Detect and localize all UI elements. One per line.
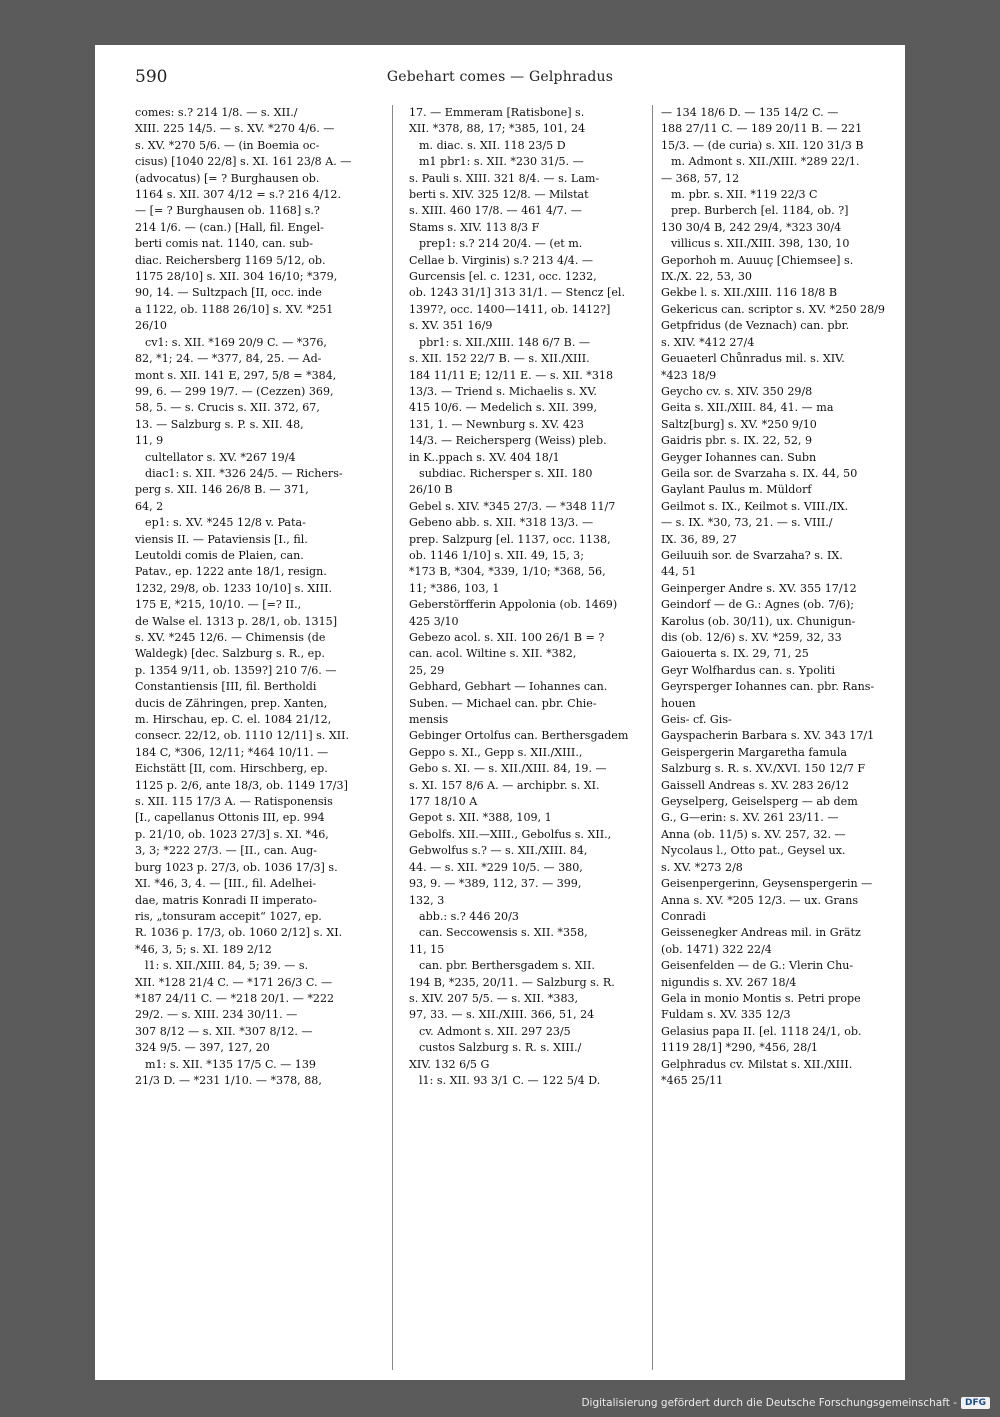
entry-line: — 134 18/6 D. — 135 14/2 C. — [661,106,839,119]
entry-line: — [= ? Burghausen ob. 1168] s.? [135,204,320,218]
entry-line: 1119 28/1] *290, *456, 28/1 [661,1041,818,1055]
entry-line: Saltz[burg] s. XV. *250 9/10 [661,417,817,431]
entry-line: Geyrsperger Iohannes can. pbr. Rans- [661,680,875,694]
entry-line: XIV. 132 6/5 G [409,1057,490,1071]
entry-line: p. 1354 9/11, ob. 1359?] 210 7/6. — [135,663,337,677]
entry-line: custos Salzburg s. R. s. XIII./ [419,1041,582,1055]
entry-line: 307 8/12 — s. XII. *307 8/12. — [135,1024,313,1038]
entry-line: Gelasius papa II. [el. 1118 24/1, ob. [661,1024,862,1038]
entry-line: comes: s.? 214 1/8. — s. XII./ [135,106,298,119]
entry-line: can. pbr. Berthersgadem s. XII. [419,959,595,973]
entry-line: viensis II. — Pataviensis [I., fil. [135,532,308,546]
entry-line: 132, 3 [409,893,445,907]
entry-line: dae, matris Konradi II imperato- [135,893,317,907]
entry-line: 26/10 [135,319,167,333]
entry-line: de Walse el. 1313 p. 28/1, ob. 1315] [135,614,338,628]
entry-line: Salzburg s. R. s. XV./XVI. 150 12/7 F [661,762,866,776]
entry-line: s. XIV. *412 27/4 [661,335,755,349]
entry-line: Gaylant Paulus m. Müldorf [661,483,812,497]
entry-line: Geporhoh m. Auuuç [Chiemsee] s. [661,253,854,267]
entry-line: Geiluuih sor. de Svarzaha? s. IX. [661,548,843,562]
entry-line: ob. 1146 1/10] s. XII. 49, 15, 3; [409,548,584,562]
entry-line: Geinperger Andre s. XV. 355 17/12 [661,581,857,595]
entry-line: 58, 5. — s. Crucis s. XII. 372, 67, [135,401,320,415]
entry-line: prep. Burberch [el. 1184, ob. ?] [671,204,849,218]
entry-line: ep1: s. XV. *245 12/8 v. Pata- [145,516,306,530]
entry-line: Cellae b. Virginis) s.? 213 4/4. — [409,253,593,267]
entry-line: 415 10/6. — Medelich s. XII. 399, [409,401,598,415]
entry-line: burg 1023 p. 27/3, ob. 1036 17/3] s. [135,860,338,874]
entry-line: Conradi [661,909,706,923]
entry-line: Waldegk) [dec. Salzburg s. R., ep. [135,647,325,661]
page-number: 590 [135,67,168,87]
entry-line: Gebel s. XIV. *345 27/3. — *348 11/7 [409,499,616,513]
entry-line: *465 25/11 [661,1073,724,1087]
entry-line: Geyselperg, Geiselsperg — ab dem [661,795,858,809]
entry-line: Gebwolfus s.? — s. XII./XIII. 84, [409,844,588,858]
entry-line: Geppo s. XI., Gepp s. XII./XIII., [409,745,583,759]
entry-line: 184 11/11 E; 12/11 E. — s. XII. *318 [409,368,614,382]
entry-line: Geycho cv. s. XIV. 350 29/8 [661,384,813,398]
entry-line: Geindorf — de G.: Agnes (ob. 7/6); [661,598,855,612]
entry-line: cv. Admont s. XII. 297 23/5 [419,1024,571,1038]
entry-line: l1: s. XII./XIII. 84, 5; 39. — s. [145,959,309,973]
entry-line: berti s. XIV. 325 12/8. — Milstat [409,188,589,202]
entry-line: Geberstörfferin Appolonia (ob. 1469) [409,598,618,612]
entry-line: Suben. — Michael can. pbr. Chie- [409,696,597,710]
entry-line: houen [661,696,696,710]
entry-line: 131, 1. — Newnburg s. XV. 423 [409,417,584,431]
entry-line: Geissenegker Andreas mil. in Grätz [661,926,861,940]
entry-line: Geis- cf. Gis- [661,713,732,727]
entry-line: s. XII. 152 22/7 B. — s. XII./XIII. [409,352,590,366]
entry-line: Gurcensis [el. c. 1231, occ. 1232, [409,270,597,284]
funding-footer [581,1395,990,1411]
entry-line: Gebeno abb. s. XII. *318 13/3. — [409,516,594,530]
entry-line: Geispergerin Margaretha famula [661,745,847,759]
entry-line: a 1122, ob. 1188 26/10] s. XV. *251 [135,302,334,316]
entry-line: *423 18/9 [661,368,717,382]
entry-line: 29/2. — s. XIII. 234 30/11. — [135,1008,298,1022]
entry-line: IX./X. 22, 53, 30 [661,270,752,284]
entry-line: 21/3 D. — *231 1/10. — *378, 88, [135,1073,322,1087]
entry-line: Gaissell Andreas s. XV. 283 26/12 [661,778,849,792]
entry-line: Geisenpergerinn, Geysenspergerin — [661,877,873,891]
entry-line: *173 B, *304, *339, 1/10; *368, 56, [409,565,606,579]
entry-line: XIII. 225 14/5. — s. XV. *270 4/6. — [135,122,335,136]
entry-line: 1125 p. 2/6, ante 18/3, ob. 1149 17/3] [135,778,348,792]
entry-line: perg s. XII. 146 26/8 B. — 371, [135,483,309,497]
entry-line: Gebo s. XI. — s. XII./XIII. 84, 19. — [409,762,607,776]
entry-line: Geisenfelden — de G.: Vlerin Chu- [661,959,854,973]
entry-line: p. 21/10, ob. 1023 27/3] s. XI. *46, [135,827,329,841]
entry-line: Gekbe l. s. XII./XIII. 116 18/8 B [661,286,838,300]
running-head: Gebehart comes — Gelphradus [386,69,614,85]
entry-line: 14/3. — Reichersperg (Weiss) pleb. [409,434,607,448]
entry-line: diac1: s. XII. *326 24/5. — Richers- [145,466,343,480]
column-right [661,105,897,1370]
entry-line: 194 B, *235, 20/11. — Salzburg s. R. [409,975,615,989]
entry-line: s. Pauli s. XIII. 321 8/4. — s. Lam- [409,171,600,185]
entry-line: Constantiensis [III, fil. Bertholdi [135,680,317,694]
entry-line: m1: s. XII. *135 17/5 C. — 139 [145,1057,316,1071]
entry-line: (ob. 1471) 322 22/4 [661,942,772,956]
entry-line: l1: s. XII. 93 3/1 C. — 122 5/4 D. [419,1073,601,1087]
entry-line: nigundis s. XV. 267 18/4 [661,975,797,989]
entry-line: Karolus (ob. 30/11), ux. Chunigun- [661,614,856,628]
entry-line: can. Seccowensis s. XII. *358, [419,926,588,940]
entry-line: Stams s. XIV. 113 8/3 F [409,220,540,234]
entry-line: Gebinger Ortolfus can. Berthersgadem [409,729,629,743]
entry-line: cultellator s. XV. *267 19/4 [145,450,296,464]
entry-line: G., G—erin: s. XV. 261 23/11. — [661,811,839,825]
entry-line: s. XV. *270 5/6. — (in Boemia oc- [135,138,320,152]
entry-line: 214 1/6. — (can.) [Hall, fil. Engel- [135,220,324,234]
entry-line: m1 pbr1: s. XII. *230 31/5. — [419,155,584,169]
entry-line: Gebolfs. XII.—XIII., Gebolfus s. XII., [409,827,612,841]
entry-line: 1232, 29/8, ob. 1233 10/10] s. XIII. [135,581,332,595]
entry-line: abb.: s.? 446 20/3 [419,909,519,923]
entry-line: Geyger Iohannes can. Subn [661,450,817,464]
entry-line: diac. Reichersberg 1169 5/12, ob. [135,253,326,267]
entry-line: Leutoldi comis de Plaien, can. [135,548,304,562]
entry-line: s. XV. 351 16/9 [409,319,493,333]
entry-line: 425 3/10 [409,614,459,628]
entry-line: cv1: s. XII. *169 20/9 C. — *376, [145,335,327,349]
entry-line: Geila sor. de Svarzaha s. IX. 44, 50 [661,466,858,480]
entry-line: consecr. 22/12, ob. 1110 12/11] s. XII. [135,729,350,743]
entry-line: Gaidris pbr. s. IX. 22, 52, 9 [661,434,813,448]
entry-line: 11, 15 [409,942,445,956]
entry-line: Geuaeterl Chůnradus mil. s. XIV. [661,352,845,366]
entry-line: Anna s. XV. *205 12/3. — ux. Grans [661,893,859,907]
entry-line: R. 1036 p. 17/3, ob. 1060 2/12] s. XI. [135,926,343,940]
column-middle [409,105,653,1370]
entry-line: 25, 29 [409,663,445,677]
entry-line: 97, 33. — s. XII./XIII. 366, 51, 24 [409,1008,595,1022]
funding-notice: Digitalisierung gefördert durch die Deutsche Forschungsgemeinschaft - [581,1397,957,1409]
document-page [95,45,905,1380]
entry-line: Gayspacherin Barbara s. XV. 343 17/1 [661,729,875,743]
entry-line: berti comis nat. 1140, can. sub- [135,237,313,251]
entry-line: in K..ppach s. XV. 404 18/1 [409,450,560,464]
entry-line: s. XV. *245 12/6. — Chimensis (de [135,631,326,644]
entry-line: Gebhard, Gebhart — Iohannes can. [409,680,608,694]
entry-line: 188 27/11 C. — 189 20/11 B. — 221 [661,122,863,136]
entry-line: mensis [409,713,449,727]
entry-line: Gelphradus cv. Milstat s. XII./XIII. [661,1057,853,1071]
entry-line: 82, *1; 24. — *377, 84, 25. — Ad- [135,352,322,366]
entry-line: ob. 1243 31/1] 313 31/1. — Stencz [el. [409,286,625,300]
entry-line: 11, 9 [135,434,164,448]
entry-line: mont s. XII. 141 E, 297, 5/8 = *384, [135,368,337,382]
entry-line: XI. *46, 3, 4. — [III., fil. Adelhei- [135,877,317,891]
entry-line: m. Hirschau, ep. C. el. 1084 21/12, [135,713,332,727]
entry-line: prep. Salzpurg [el. 1137, occ. 1138, [409,532,611,546]
entry-line: 44. — s. XII. *229 10/5. — 380, [409,860,583,874]
entry-line: m. pbr. s. XII. *119 22/3 C [671,188,818,202]
entry-line: 90, 14. — Sultzpach [II, occ. inde [135,286,322,300]
entry-line: can. acol. Wiltine s. XII. *382, [409,647,577,661]
entry-line: 11; *386, 103, 1 [409,581,500,595]
entry-line: m. Admont s. XII./XIII. *289 22/1. [671,155,860,169]
entry-line: villicus s. XII./XIII. 398, 130, 10 [671,237,850,251]
entry-line: s. XIV. 207 5/5. — s. XII. *383, [409,991,579,1005]
entry-line: 26/10 B [409,483,453,497]
entry-line: 130 30/4 B, 242 29/4, *323 30/4 [661,220,842,234]
entry-line: 99, 6. — 299 19/7. — (Cezzen) 369, [135,384,334,398]
entry-line: ducis de Zähringen, prep. Xanten, [135,696,328,710]
entry-line: subdiac. Richersper s. XII. 180 [419,466,593,480]
entry-line: s. XI. 157 8/6 A. — archipbr. s. XI. [409,778,600,792]
entry-line: Geita s. XII./XIII. 84, 41. — ma [661,401,834,415]
entry-line: 1164 s. XII. 307 4/12 = s.? 216 4/12. [135,188,342,202]
entry-line: Gepot s. XII. *388, 109, 1 [409,811,552,825]
entry-line: XII. *128 21/4 C. — *171 26/3 C. — [135,975,333,989]
entry-line: Gekericus can. scriptor s. XV. *250 28/9 [661,302,885,316]
entry-line: — 368, 57, 12 [661,171,740,185]
entry-line: Gaiouerta s. IX. 29, 71, 25 [661,647,809,661]
entry-line: [I., capellanus Ottonis III, ep. 994 [135,811,325,825]
entry-line: *187 24/11 C. — *218 20/1. — *222 [135,991,335,1005]
entry-line: *46, 3, 5; s. XI. 189 2/12 [135,942,272,956]
entry-line: 1397?, occ. 1400—1411, ob. 1412?] [409,302,611,316]
entry-line: 175 E, *215, 10/10. — [=? II., [135,598,302,612]
entry-line: 44, 51 [661,565,697,579]
entry-line: — s. IX. *30, 73, 21. — s. VIII./ [661,516,833,530]
entry-line: IX. 36, 89, 27 [661,532,737,546]
entry-line: Patav., ep. 1222 ante 18/1, resign. [135,565,327,579]
entry-line: ris, „tonsuram accepit“ 1027, ep. [135,909,322,923]
entry-line: Fuldam s. XV. 335 12/3 [661,1008,791,1022]
entry-line: 64, 2 [135,499,164,513]
entry-line: Getpfridus (de Veznach) can. pbr. [661,319,850,333]
column-left [135,105,393,1370]
entry-line: 13. — Salzburg s. P. s. XII. 48, [135,417,304,431]
entry-line: Geyr Wolfhardus can. s. Ypoliti [661,663,836,677]
entry-line: Gebezo acol. s. XII. 100 26/1 B = ? [409,631,605,644]
entry-line: 15/3. — (de curia) s. XII. 120 31/3 B [661,138,864,152]
entry-line: Anna (ob. 11/5) s. XV. 257, 32. — [661,827,846,841]
entry-line: Gela in monio Montis s. Petri prope [661,991,861,1005]
entry-line: 177 18/10 A [409,795,478,809]
entry-line: m. diac. s. XII. 118 23/5 D [419,138,566,152]
entry-line: s. XIII. 460 17/8. — 461 4/7. — [409,204,582,218]
entry-line: 184 C, *306, 12/11; *464 10/11. — [135,745,329,759]
entry-line: Geilmot s. IX., Keilmot s. VIII./IX. [661,499,849,513]
entry-line: Eichstätt [II, com. Hirschberg, ep. [135,762,328,776]
dfg-logo: DFG [961,1397,990,1409]
entry-line: 324 9/5. — 397, 127, 20 [135,1041,270,1055]
entry-line: Nycolaus l., Otto pat., Geysel ux. [661,844,846,858]
entry-line: 3, 3; *222 27/3. — [II., can. Aug- [135,844,317,858]
entry-line: 13/3. — Triend s. Michaelis s. XV. [409,384,597,398]
entry-line: XII. *378, 88, 17; *385, 101, 24 [409,122,586,136]
entry-line: s. XII. 115 17/3 A. — Ratisponensis [135,795,333,809]
entry-line: cisus) [1040 22/8] s. XI. 161 23/8 A. — [135,155,352,169]
entry-line: pbr1: s. XII./XIII. 148 6/7 B. — [419,335,590,349]
entry-line: s. XV. *273 2/8 [661,860,743,874]
entry-line: 93, 9. — *389, 112, 37. — 399, [409,877,582,891]
entry-line: 1175 28/10] s. XII. 304 16/10; *379, [135,270,338,284]
entry-line: 17. — Emmeram [Ratisbone] s. [409,106,585,119]
entry-line: (advocatus) [= ? Burghausen ob. [135,171,320,185]
entry-line: prep1: s.? 214 20/4. — (et m. [419,237,583,251]
entry-line: dis (ob. 12/6) s. XV. *259, 32, 33 [661,631,842,644]
